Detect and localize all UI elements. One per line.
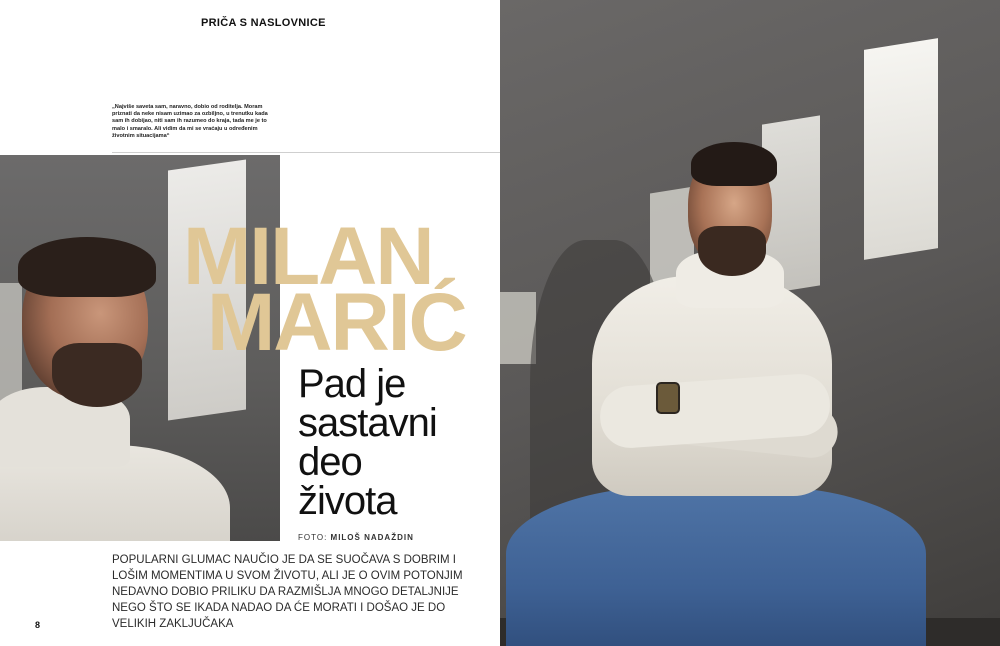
headline-line: deo	[298, 440, 362, 484]
portrait-hair	[18, 237, 156, 297]
right-page-photo	[500, 0, 1000, 646]
headline-line: života	[298, 479, 397, 523]
intro-paragraph: POPULARNI GLUMAC NAUČIO JE DA SE SUOČAVA S DOBRIM I LOŠIM MOMENTIMA U SVOM ŽIVOTU, ALI JE O OVIM POTONJIM NEDAVNO DOBIO PRILIKU DA RAZMIŠLJA MNOGO DETALJNIJE NEGO ŠTO SE IKADA NADAO DA ĆE MORATI I DOŠAO JE DO VELIKIH ZAKLJUČAKA	[112, 554, 463, 630]
pull-quote: „Najviše saveta sam, naravno, dobio od roditelja. Moram priznati da neke nisam uzimao za ozbiljno, u trenutku kada sam ih dobijao, niti sam ih razumeo do kraja, tada me je to malo i smaralo. Ali vidim da mi se vraćaju u određenim životnim situacijama“	[112, 104, 268, 139]
wristwatch-icon	[656, 382, 680, 414]
photo-credit-label: FOTO:	[298, 533, 328, 542]
man-beard	[698, 226, 766, 276]
headline	[298, 362, 498, 523]
photo-credit-name: MILOŠ NADAŽDIN	[330, 533, 414, 542]
name-first: MILAN	[183, 211, 433, 302]
man-hair	[691, 142, 777, 186]
jeans	[506, 486, 926, 646]
headline-line: sastavni	[298, 401, 437, 445]
section-title: PRIČA S NASLOVNICE	[201, 17, 326, 29]
photo-credit	[298, 533, 414, 542]
portrait-beard	[52, 343, 142, 407]
page-number: 8	[35, 620, 41, 630]
quote-divider	[112, 152, 500, 153]
headline-line: Pad je	[298, 362, 406, 406]
name-last: MARIĆ	[207, 277, 466, 368]
window-light-patch	[864, 38, 938, 260]
